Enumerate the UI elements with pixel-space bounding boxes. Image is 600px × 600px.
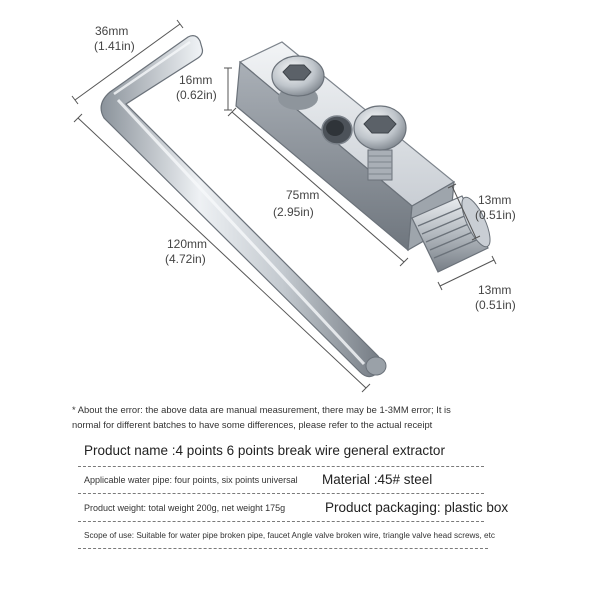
extractor-block <box>236 42 496 272</box>
wrench-length-inch: (4.72in) <box>165 252 206 266</box>
product-weight: Product weight: total weight 200g, net weight 175g <box>84 503 286 513</box>
spec-row-weight-packaging <box>78 494 509 522</box>
spec-row-pipe-material <box>78 467 484 494</box>
note-line-1: * About the error: the above data are manual measurement, there may be 1-3MM error; It is <box>72 404 451 415</box>
measurement-note <box>72 402 512 432</box>
wrench-length-mm: 120mm <box>167 237 208 251</box>
product-name: Product name :4 points 6 points break wire general extractor <box>84 443 445 458</box>
wrench-width-mm: 36mm <box>95 24 129 38</box>
block-height-mm: 16mm <box>179 73 213 87</box>
block-length-mm: 75mm <box>286 188 320 202</box>
scope-of-use: Scope of use: Suitable for water pipe broken pipe, faucet Angle valve broken wire, triangle valve head screws, etc <box>84 531 495 540</box>
spec-row-product-name <box>78 440 484 467</box>
block-length-inch: (2.95in) <box>273 205 314 219</box>
gear-length-inch: (0.51in) <box>475 298 516 312</box>
spec-row-scope <box>78 522 495 549</box>
wrench-width-inch: (1.41in) <box>94 39 135 53</box>
gear-width-inch: (0.51in) <box>475 208 516 222</box>
gear-width-mm: 13mm <box>478 193 512 207</box>
applicable-pipe: Applicable water pipe: four points, six points universal <box>84 475 298 485</box>
gear-length-mm: 13mm <box>478 283 512 297</box>
product-packaging: Product packaging: plastic box <box>325 500 509 515</box>
block-height-inch: (0.62in) <box>176 88 217 102</box>
note-line-2: normal for different batches to have some differences, please refer to the actual receipt <box>72 419 433 430</box>
material: Material :45# steel <box>322 472 433 487</box>
